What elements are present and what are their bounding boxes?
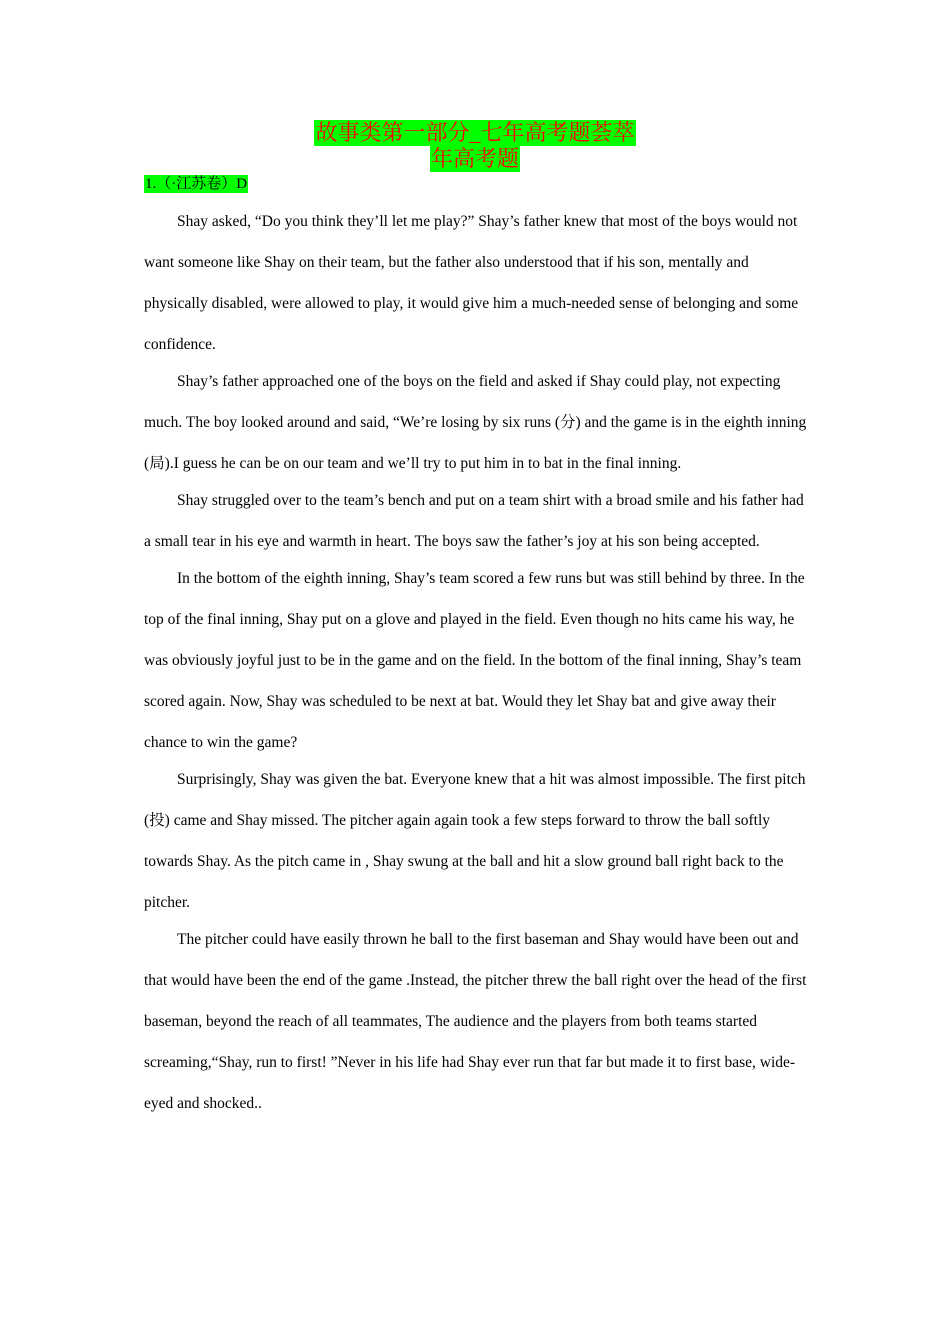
paragraph-4: In the bottom of the eighth inning, Shay’s team scored a few runs but was still behind by three. In the top of the final inning, Shay put on a glove and played in the field. Even though no hits came his way, he was obviously joyful just to be in the game and on the field. In the bottom of the final inning, Shay’s team scored again. Now, Shay was scheduled to be next at bat. Would they let Shay bat and give away their chance to win the game? — [144, 570, 805, 751]
paragraph-5: Surprisingly, Shay was given the bat. Everyone knew that a hit was almost impossible. The first pitch (投) came and Shay missed. The pitcher again again took a few steps forward to throw the ball softly towards Shay. As the pitch came in , Shay swung at the ball and hit a slow ground ball right back to the pitcher. — [144, 771, 806, 911]
paragraph-2: Shay’s father approached one of the boys on the field and asked if Shay could play, not expecting much. The boy looked around and said, “We’re losing by six runs (分) and the game is in the eighth inning (局).I guess he can be on our team and we’ll try to put him in to bat in the final inning. — [144, 373, 807, 472]
paragraph-3: Shay struggled over to the team’s bench and put on a team shirt with a broad smile and his father had a small tear in his eye and warmth in heart. The boys saw the father’s joy at his son being accepted. — [144, 492, 804, 550]
title-line-2: 年高考题 — [430, 146, 519, 171]
paragraph-1: Shay asked, “Do you think they’ll let me play?” Shay’s father knew that most of the boys would not want someone like Shay on their team, but the father also understood that if his son, mentally and physically disabled, were allowed to play, it would give him a much-needed sense of belonging and some confidence. — [144, 213, 799, 353]
document-title — [0, 120, 950, 172]
title-line-1: 故事类第一部分_七年高考题荟萃 — [315, 120, 635, 145]
question-number-label: 1.（·江苏卷）D — [145, 176, 248, 192]
passage-body — [144, 201, 808, 1120]
paragraph-6: The pitcher could have easily thrown he ball to the first baseman and Shay would have been out and that would have been the end of the game .Instead, the pitcher threw the ball right over the head of the first baseman, beyond the reach of all teammates, The audience and the players from both teams started screaming,“Shay, run to first! ”Never in his life had Shay ever run that far but made it to first base, wide-eyed and shocked.. — [144, 931, 807, 1112]
